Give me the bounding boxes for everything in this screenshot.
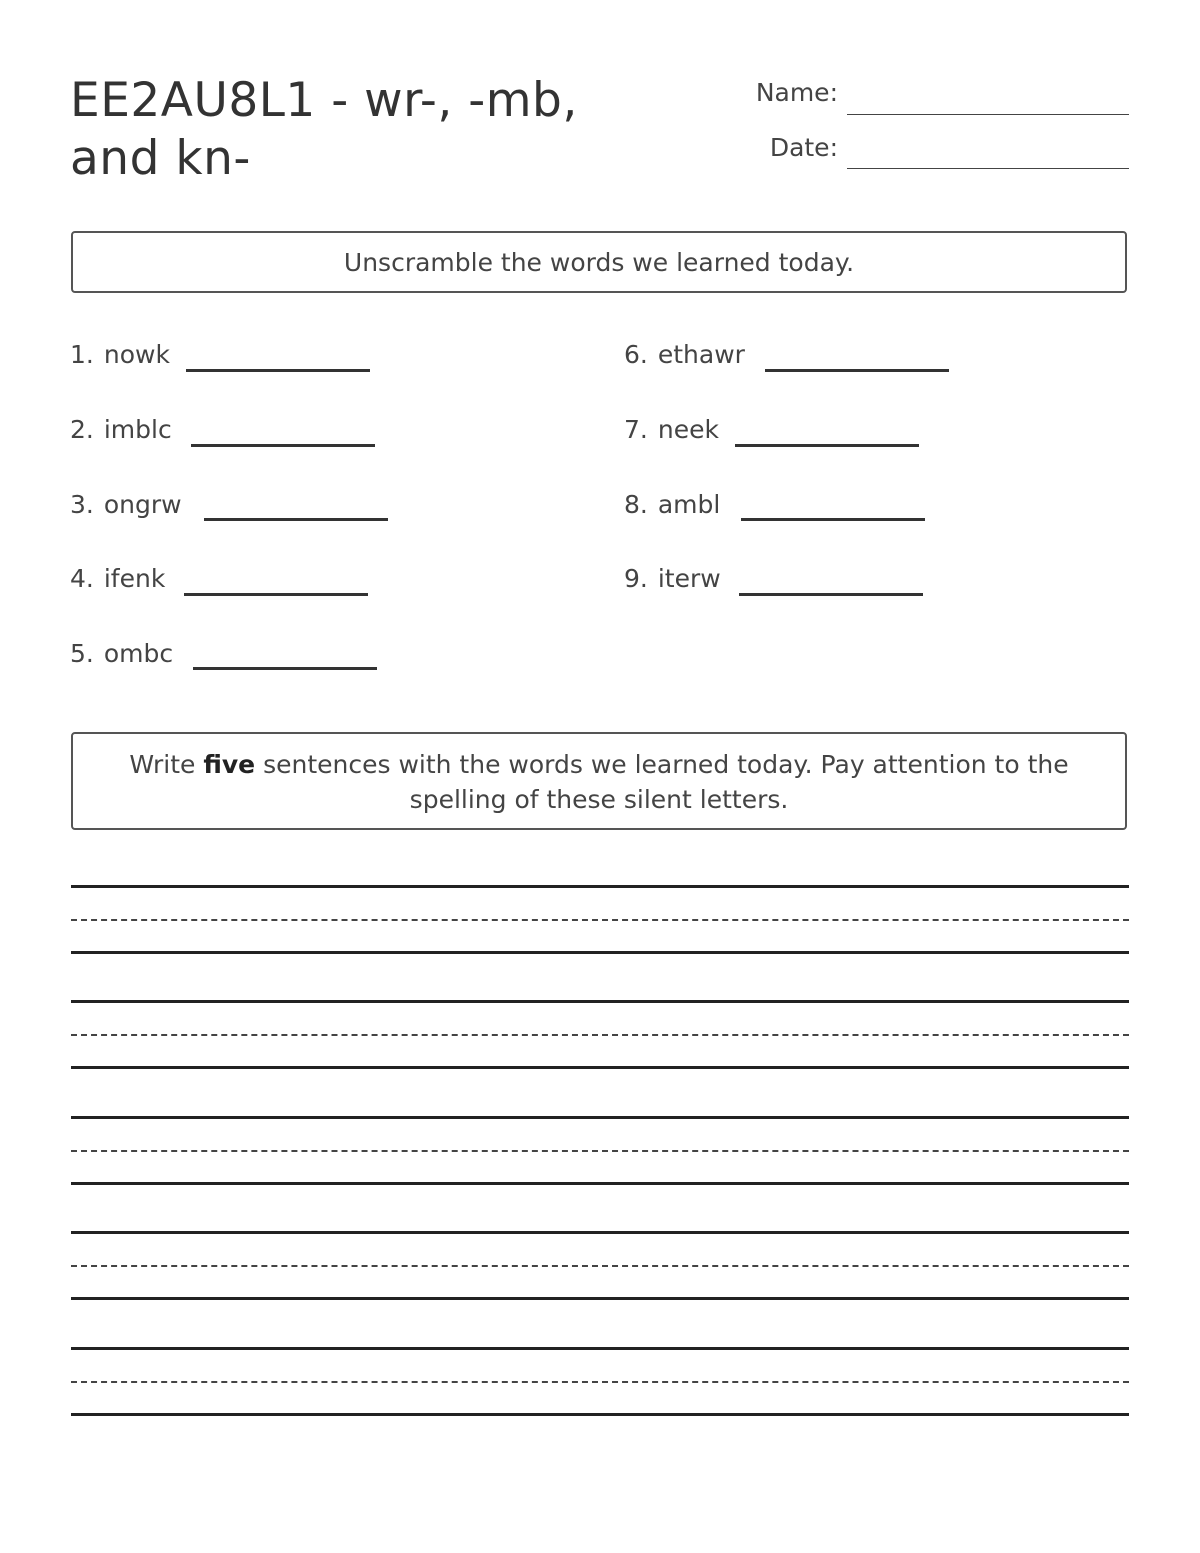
list-item xyxy=(70,490,182,519)
answer-blank[interactable] xyxy=(191,444,375,447)
list-item xyxy=(624,564,721,593)
scrambled-word: ethawr xyxy=(657,340,745,369)
unscramble-instruction-box xyxy=(71,231,1127,293)
answer-blank[interactable] xyxy=(204,518,388,521)
answer-blank[interactable] xyxy=(735,444,919,447)
writing-mid-line xyxy=(71,919,1129,921)
scrambled-word: ongrw xyxy=(103,490,182,519)
writing-mid-line xyxy=(71,1265,1129,1267)
item-number: 7. xyxy=(624,415,648,444)
scrambled-word: ambl xyxy=(657,490,721,519)
date-field xyxy=(700,133,838,165)
date-input-line[interactable] xyxy=(847,168,1129,169)
writing-base-line xyxy=(71,1182,1129,1185)
writing-mid-line xyxy=(71,1150,1129,1152)
answer-blank[interactable] xyxy=(765,369,949,372)
answer-blank[interactable] xyxy=(186,369,370,372)
unscramble-instruction: Unscramble the words we learned today. xyxy=(343,248,855,277)
answer-blank[interactable] xyxy=(193,667,377,670)
answer-blank[interactable] xyxy=(739,593,923,596)
writing-top-line xyxy=(71,1116,1129,1119)
sentences-instruction-text-start: Write xyxy=(129,750,204,779)
writing-top-line xyxy=(71,1347,1129,1350)
item-number: 3. xyxy=(70,490,94,519)
scrambled-word: iterw xyxy=(657,564,721,593)
writing-top-line xyxy=(71,1231,1129,1234)
writing-mid-line xyxy=(71,1034,1129,1036)
list-item xyxy=(624,490,720,519)
scrambled-word: neek xyxy=(657,415,719,444)
writing-top-line xyxy=(71,1000,1129,1003)
item-number: 5. xyxy=(70,639,94,668)
scrambled-word: nowk xyxy=(103,340,170,369)
name-label: Name: xyxy=(755,78,838,107)
item-number: 6. xyxy=(624,340,648,369)
item-number: 4. xyxy=(70,564,94,593)
worksheet-title: EE2AU8L1 - wr-, -mb, and kn- xyxy=(70,73,578,186)
writing-top-line xyxy=(71,885,1129,888)
scrambled-word: ombc xyxy=(103,639,174,668)
name-input-line[interactable] xyxy=(847,114,1129,115)
list-item xyxy=(70,639,173,668)
writing-base-line xyxy=(71,951,1129,954)
sentences-instruction-text-end: sentences with the words we learned today. Pay attention to the spelling of these silent letters. xyxy=(255,750,1069,814)
writing-base-line xyxy=(71,1297,1129,1300)
item-number: 1. xyxy=(70,340,94,369)
scrambled-word: imblc xyxy=(103,415,172,444)
list-item xyxy=(624,340,745,369)
answer-blank[interactable] xyxy=(741,518,925,521)
list-item xyxy=(70,340,170,369)
writing-base-line xyxy=(71,1066,1129,1069)
item-number: 8. xyxy=(624,490,648,519)
list-item xyxy=(70,564,165,593)
writing-base-line xyxy=(71,1413,1129,1416)
item-number: 9. xyxy=(624,564,648,593)
item-number: 2. xyxy=(70,415,94,444)
sentences-instruction-box xyxy=(71,732,1127,830)
name-field xyxy=(700,78,838,110)
list-item xyxy=(70,415,172,444)
date-label: Date: xyxy=(769,133,838,162)
scrambled-word: ifenk xyxy=(103,564,166,593)
sentences-instruction-bold: five xyxy=(203,750,256,779)
answer-blank[interactable] xyxy=(184,593,368,596)
writing-mid-line xyxy=(71,1381,1129,1383)
list-item xyxy=(624,415,719,444)
